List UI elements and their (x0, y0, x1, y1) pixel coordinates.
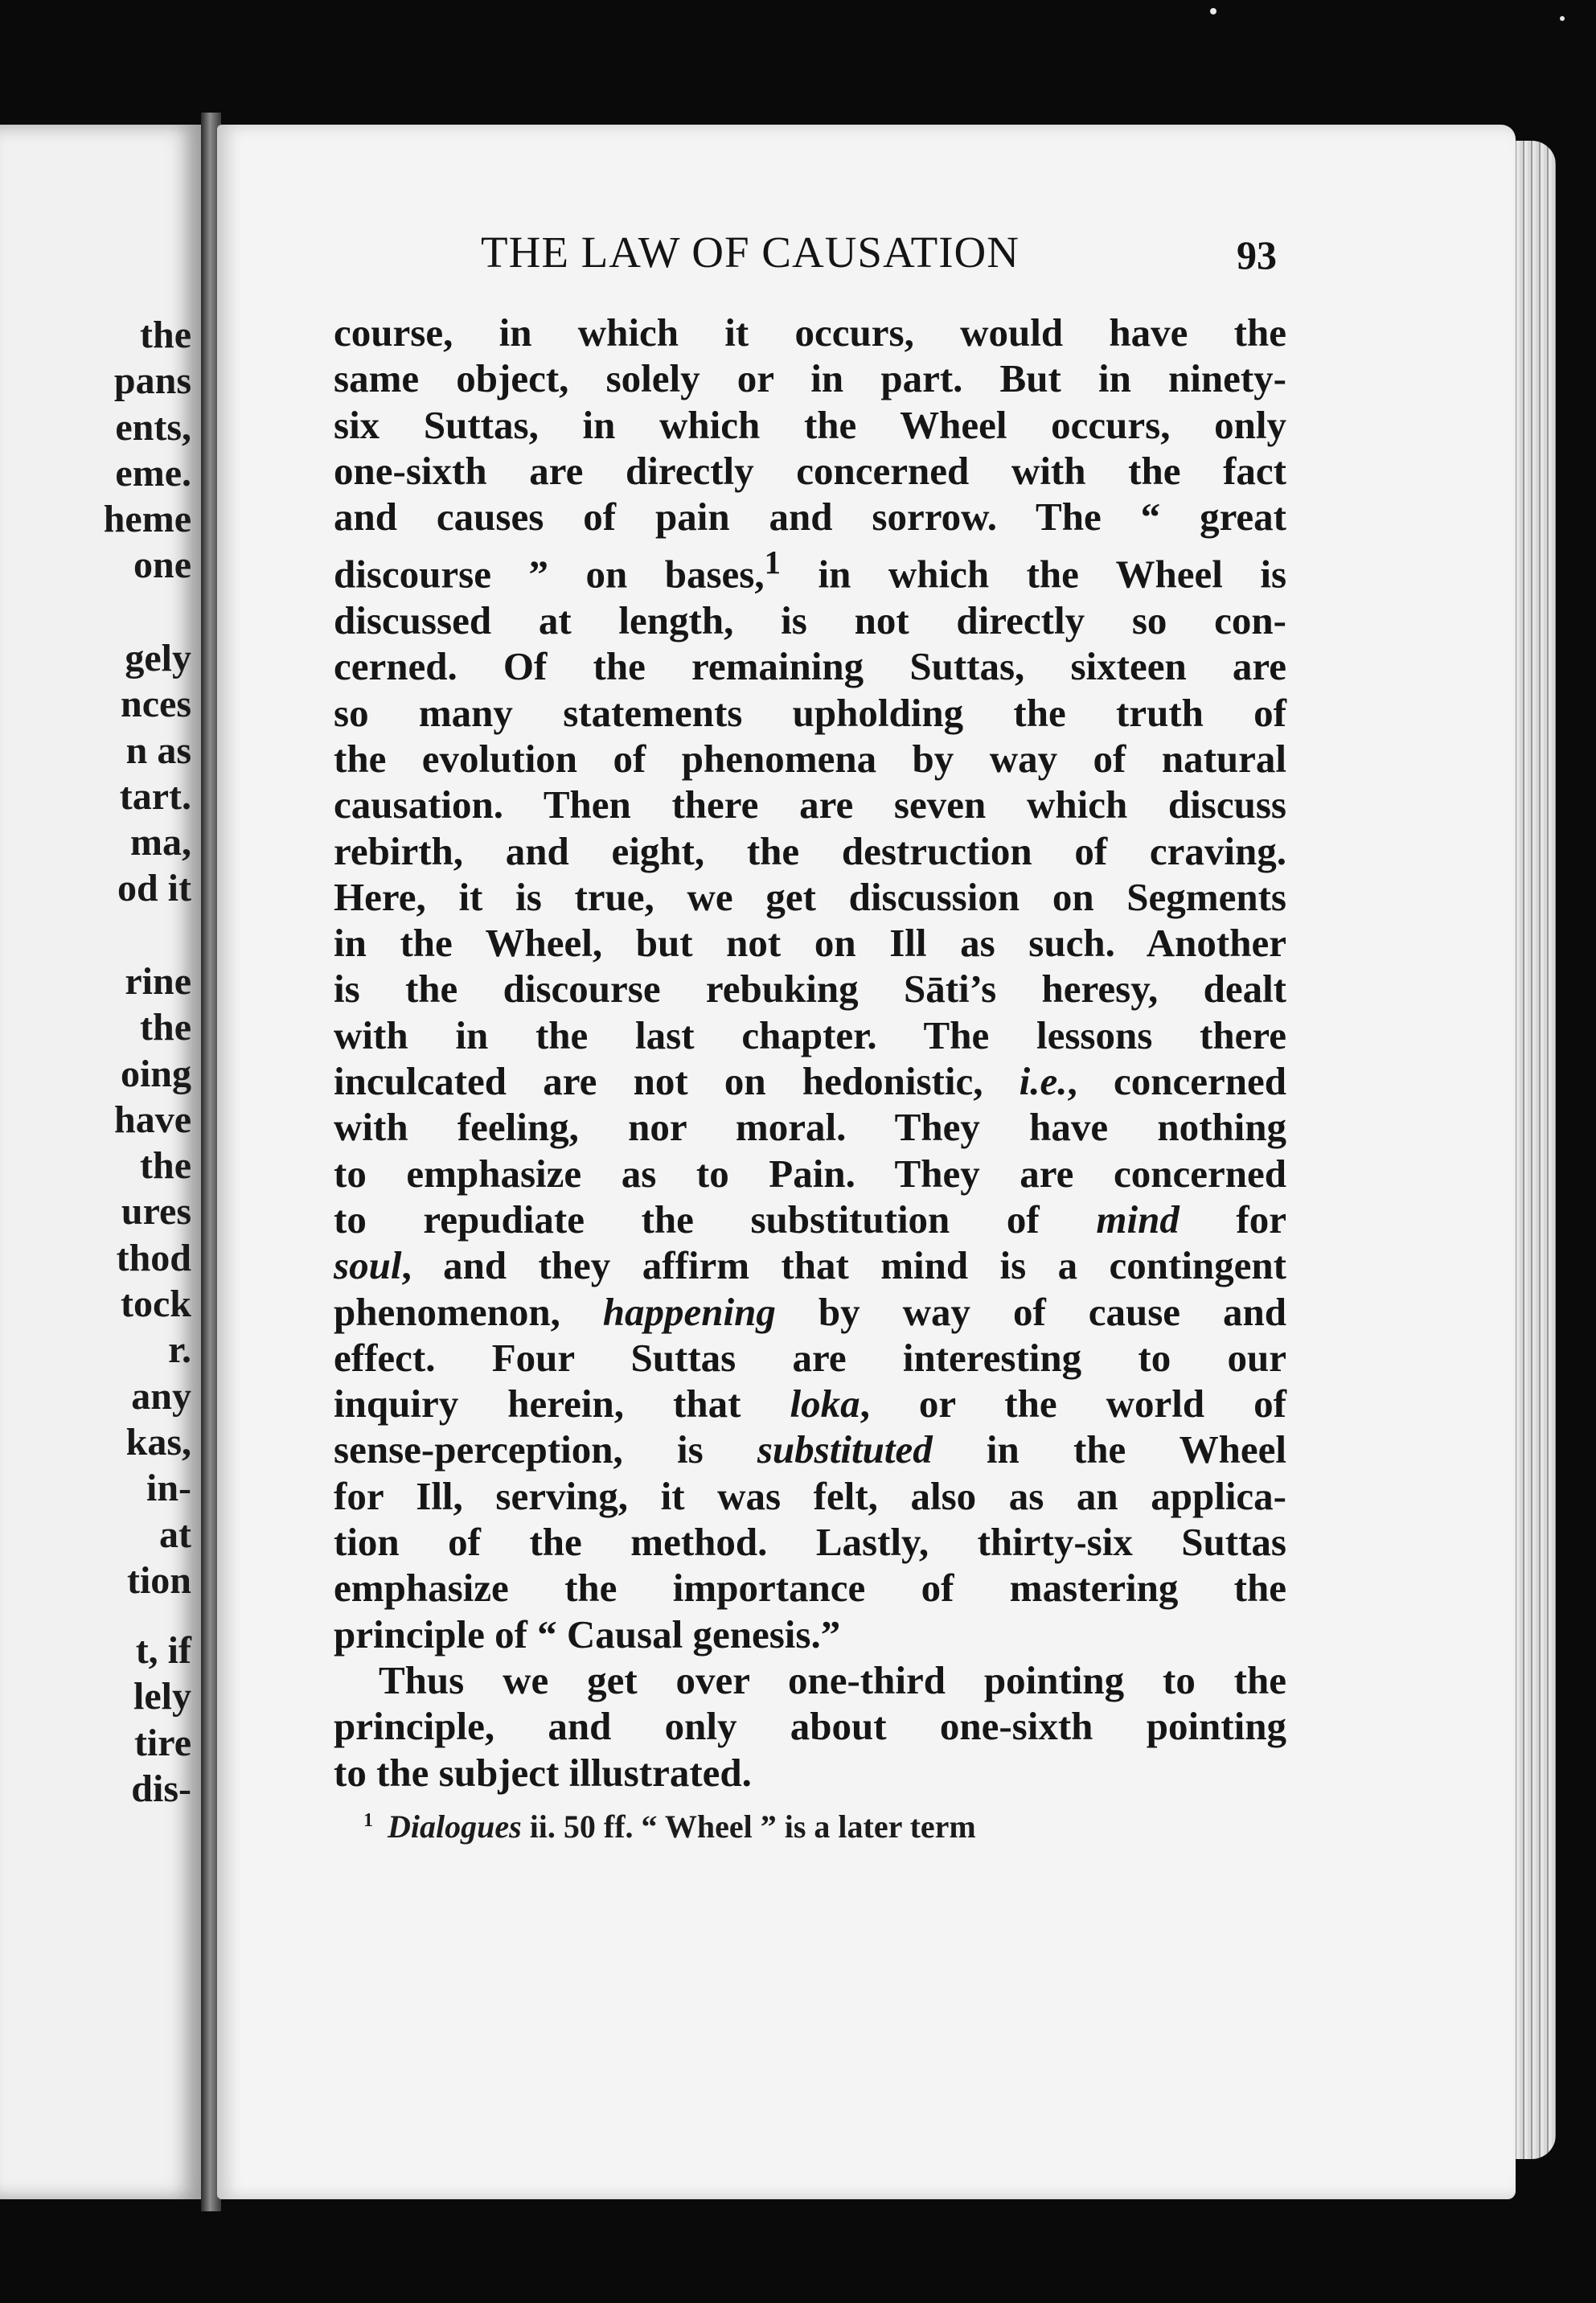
text-line: principle of “ Causal genesis.” (334, 1611, 841, 1656)
left-fragment: r. (168, 1328, 191, 1372)
text-line: and causes of pain and sorrow. The “ great (334, 495, 1286, 540)
text-line: in the Wheel, but not on Ill as such. Another (334, 921, 1286, 966)
text-line: with in the last chapter. The lessons there (334, 1012, 1286, 1057)
left-page-fragments-bottom (131, 1628, 191, 1812)
scan-speck (1560, 16, 1565, 21)
text-line: one-sixth are directly concerned with the fact (334, 448, 1286, 493)
left-fragment: pans (113, 359, 191, 403)
text-line: discussed at length, is not directly so con- (334, 598, 1286, 643)
footnote-text: ii. 50 ff. “ Wheel ” is a later term (521, 1808, 976, 1845)
left-fragment: tart. (119, 774, 191, 818)
left-fragment: lely (133, 1675, 191, 1718)
left-fragment: eme. (115, 451, 191, 495)
text-line (334, 1381, 1286, 1427)
text-segment: in the Wheel (932, 1427, 1286, 1472)
text-line: is the discourse rebuking Sāti’s heresy, dealt (334, 967, 1286, 1012)
left-fragment: the (140, 1006, 191, 1049)
left-page (0, 125, 201, 2199)
italic-text: loka (790, 1381, 860, 1427)
italic-text: substituted (757, 1427, 933, 1472)
footnote (363, 1808, 1280, 1845)
text-segment: for (1179, 1197, 1286, 1242)
text-line: for Ill, serving, it was felt, also as an applica- (334, 1473, 1286, 1518)
text-line: Thus we get over one-third pointing to the (379, 1657, 1286, 1702)
running-head: THE LAW OF CAUSATION (481, 228, 1020, 277)
text-line: same object, solely or in part. But in ninety- (334, 356, 1286, 401)
left-fragment: have (114, 1098, 191, 1141)
text-segment: sense-perception, is (334, 1427, 757, 1472)
text-segment: phenomenon, (334, 1289, 603, 1334)
left-fragment: rine (125, 960, 191, 1003)
left-page-fragments-top (104, 312, 191, 589)
left-fragment: any (131, 1374, 191, 1418)
italic-text: happening (602, 1289, 776, 1334)
text-line: to the subject illustrated. (334, 1750, 752, 1795)
text-segment: , or the world of (860, 1381, 1287, 1427)
left-fragment: oing (120, 1052, 191, 1095)
left-fragment: gely (125, 637, 191, 679)
text-line (334, 1197, 1286, 1242)
left-fragment: thod (116, 1236, 191, 1279)
text-line: the evolution of phenomena by way of natural (334, 737, 1286, 781)
left-fragment: in- (146, 1467, 191, 1510)
body-text (334, 310, 1286, 1796)
left-fragment: od it (117, 867, 191, 910)
text-line (334, 1242, 1286, 1288)
text-line: effect. Four Suttas are interesting to our (334, 1335, 1286, 1380)
text-segment: , concerned (1067, 1059, 1287, 1104)
italic-text: mind (1096, 1197, 1180, 1242)
italic-text: i.e. (1019, 1059, 1068, 1104)
text-segment: inquiry herein, that (334, 1381, 790, 1427)
left-fragment: dis- (131, 1767, 191, 1810)
text-line: to emphasize as to Pain. They are concerned (334, 1151, 1286, 1196)
text-line: six Suttas, in which the Wheel occurs, only (334, 402, 1286, 447)
left-fragment: tion (126, 1558, 191, 1602)
italic-text: soul (334, 1243, 402, 1288)
left-fragment: t, if (135, 1629, 191, 1672)
left-page-fragments-lower (114, 959, 191, 1603)
text-line (334, 1058, 1286, 1104)
text-line: with feeling, nor moral. They have nothing (334, 1105, 1286, 1150)
text-line (334, 1289, 1286, 1335)
text-segment: , and they affirm that mind is a contingent (401, 1243, 1286, 1288)
left-fragment: kas, (125, 1420, 191, 1463)
left-fragment: tock (121, 1283, 191, 1326)
left-fragment: ures (121, 1190, 191, 1234)
left-fragment: the (140, 1144, 191, 1188)
left-fragment: ma, (130, 821, 191, 864)
left-fragment: tire (133, 1721, 191, 1764)
footnote-title: Dialogues (388, 1808, 522, 1845)
left-fragment: heme (103, 498, 191, 541)
text-line: course, in which it occurs, would have the (334, 310, 1286, 355)
left-fragment: nces (121, 683, 191, 726)
page-number: 93 (1237, 232, 1277, 277)
left-fragment: one (133, 544, 191, 587)
text-segment: discourse ” on bases, (334, 552, 765, 597)
text-segment: by way of cause and (775, 1289, 1287, 1334)
left-fragment: ents, (115, 405, 191, 449)
left-fragment: n as (125, 729, 191, 772)
text-segment: in which the Wheel is (781, 552, 1287, 597)
text-line: rebirth, and eight, the destruction of craving. (334, 828, 1286, 873)
text-line (334, 540, 1286, 597)
left-fragment: at (159, 1513, 191, 1556)
text-line: causation. Then there are seven which discuss (334, 782, 1286, 827)
text-segment: to repudiate the substitution of (334, 1197, 1097, 1242)
scan-speck (1210, 8, 1216, 14)
text-line: principle, and only about one-sixth pointing (334, 1704, 1286, 1749)
footnote-reference: 1 (764, 544, 782, 581)
text-line: Here, it is true, we get discussion on Segments (334, 874, 1286, 919)
text-segment: inculcated are not on hedonistic, (334, 1059, 1020, 1104)
text-line: emphasize the importance of mastering the (334, 1566, 1286, 1611)
text-line: so many statements upholding the truth of (334, 690, 1286, 735)
text-line (334, 1427, 1286, 1472)
text-line: cerned. Of the remaining Suttas, sixteen are (334, 644, 1286, 689)
footnote-marker: 1 (363, 1809, 373, 1831)
text-line: tion of the method. Lastly, thirty-six Suttas (334, 1520, 1286, 1565)
left-page-fragments-middle (117, 635, 191, 912)
left-fragment: the (140, 314, 191, 356)
